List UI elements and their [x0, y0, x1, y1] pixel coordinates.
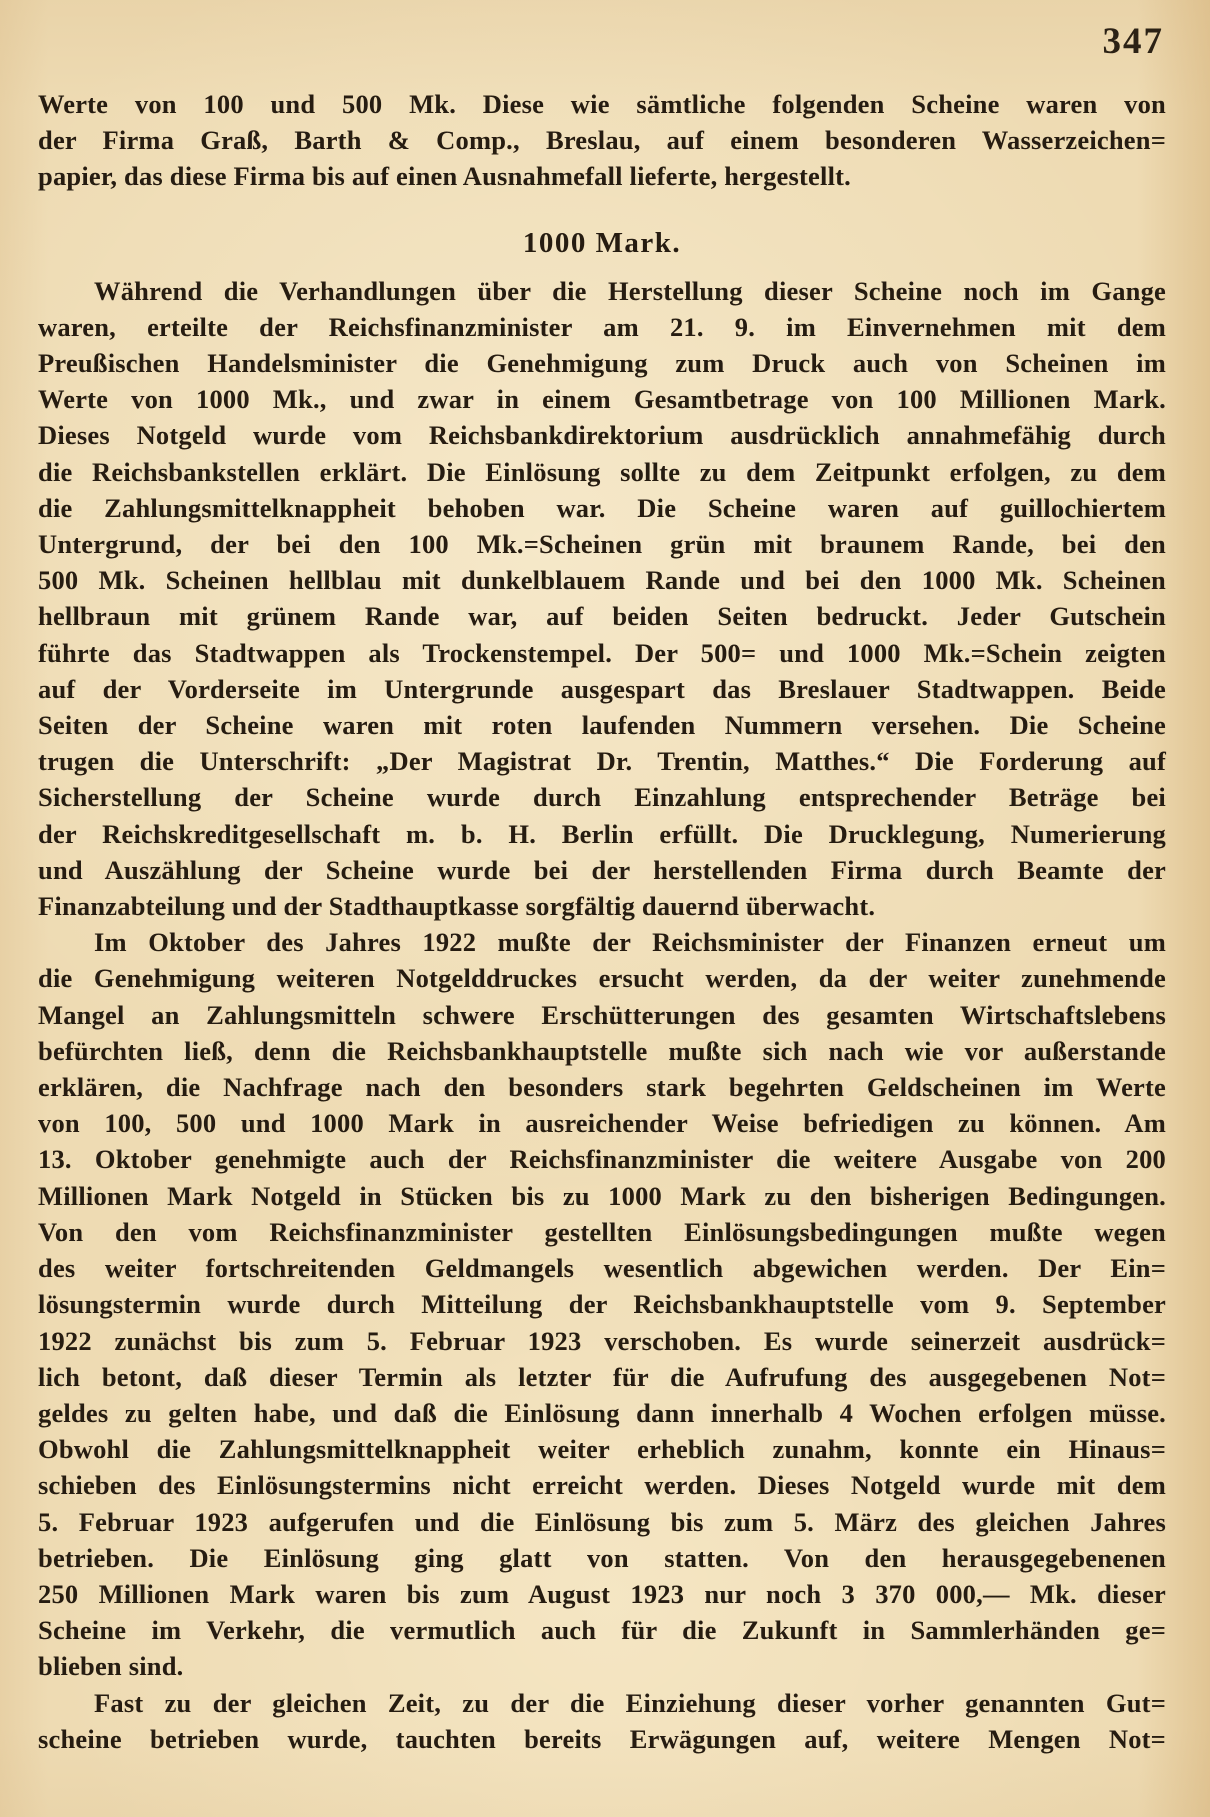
text-line: 250 Millionen Mark waren bis zum August 1923 nur noch 3 370 000,— Mk. dieser	[38, 1578, 1166, 1609]
text-line: und Auszählung der Scheine wurde bei der herstellenden Firma durch Beamte der	[38, 854, 1166, 885]
paragraph-1000-mark-details	[38, 273, 1166, 925]
paragraph-october-1922	[38, 924, 1166, 1684]
text-line: waren, erteilte der Reichsfinanzminister am 21. 9. im Einvernehmen mit dem	[38, 311, 1166, 342]
text-line: die Reichsbankstellen erklärt. Die Einlösung sollte zu dem Zeitpunkt erfolgen, zu dem	[38, 456, 1166, 487]
text-line: der Reichskreditgesellschaft m. b. H. Berlin erfüllt. Die Drucklegung, Numerierung	[38, 818, 1166, 849]
text-line: papier, das diese Firma bis auf einen Ausnahmefall lieferte, hergestellt.	[38, 161, 851, 192]
text-line: führte das Stadtwappen als Trockenstempel. Der 500= und 1000 Mk.=Schein zeigten	[38, 637, 1166, 668]
text-line: scheine betrieben wurde, tauchten bereits Erwägungen auf, weitere Mengen Not=	[38, 1723, 1166, 1754]
text-line: erklären, die Nachfrage nach den besonders stark begehrten Geldscheinen im Werte	[38, 1072, 1166, 1103]
text-line: Untergrund, der bei den 100 Mk.=Scheinen grün mit braunem Rande, bei den	[38, 529, 1166, 560]
paragraph-closing	[38, 1685, 1166, 1757]
text-line: 5. Februar 1923 aufgerufen und die Einlösung bis zum 5. März des gleichen Jahres	[38, 1506, 1166, 1537]
text-line: Preußischen Handelsminister die Genehmigung zum Druck auch von Scheinen im	[38, 348, 1166, 379]
text-line: Im Oktober des Jahres 1922 mußte der Reichsminister der Finanzen erneut um	[94, 927, 1166, 958]
text-line: Werte von 1000 Mk., und zwar in einem Gesamtbetrage von 100 Millionen Mark.	[38, 384, 1166, 415]
text-line: betrieben. Die Einlösung ging glatt von statten. Von den herausgegebenenen	[38, 1542, 1166, 1573]
section-heading: 1000 Mark.	[522, 226, 682, 259]
text-line: blieben sind.	[38, 1651, 184, 1682]
text-line: Millionen Mark Notgeld in Stücken bis zu 1000 Mark zu den bisherigen Bedingungen.	[38, 1180, 1166, 1211]
text-line: Sicherstellung der Scheine wurde durch Einzahlung entsprechender Beträge bei	[38, 782, 1166, 813]
text-line: Finanzabteilung und der Stadthauptkasse sorgfältig dauernd überwacht.	[38, 891, 876, 922]
text-line: 500 Mk. Scheinen hellblau mit dunkelblauem Rande und bei den 1000 Mk. Scheinen	[38, 565, 1166, 596]
text-line: geldes zu gelten habe, und daß die Einlösung dann innerhalb 4 Wochen erfolgen müsse.	[38, 1397, 1166, 1428]
text-line: Während die Verhandlungen über die Herstellung dieser Scheine noch im Gange	[94, 275, 1166, 306]
text-line: Fast zu der gleichen Zeit, zu der die Einziehung dieser vorher genannten Gut=	[94, 1687, 1166, 1718]
text-line: Werte von 100 und 500 Mk. Diese wie sämtliche folgenden Scheine waren von	[38, 89, 1166, 119]
text-line: die Zahlungsmittelknappheit behoben war. Die Scheine waren auf guillochiertem	[38, 492, 1166, 523]
text-line: schieben des Einlösungstermins nicht erreicht werden. Dieses Notgeld wurde mit dem	[38, 1470, 1166, 1501]
paragraph-continuation	[38, 86, 1166, 195]
text-line: lich betont, daß dieser Termin als letzter für die Aufrufung des ausgegebenen Not=	[38, 1361, 1166, 1392]
page-number: 347	[1102, 21, 1164, 62]
text-line: 13. Oktober genehmigte auch der Reichsfinanzminister die weitere Ausgabe von 200	[38, 1144, 1166, 1175]
text-line: Seiten der Scheine waren mit roten laufenden Nummern versehen. Die Scheine	[38, 710, 1166, 741]
text-line: der Firma Graß, Barth & Comp., Breslau, auf einem besonderen Wasserzeichen=	[38, 125, 1166, 156]
text-line: die Genehmigung weiteren Notgelddruckes ersucht werden, da der weiter zunehmende	[38, 963, 1166, 994]
text-line: trugen die Unterschrift: „Der Magistrat Dr. Trentin, Matthes.“ Die Forderung auf	[38, 746, 1166, 777]
text-line: Mangel an Zahlungsmitteln schwere Erschütterungen des gesamten Wirtschaftslebens	[38, 999, 1166, 1030]
text-line: Scheine im Verkehr, die vermutlich auch für die Zukunft in Sammlerhänden ge=	[38, 1615, 1166, 1646]
text-line: Obwohl die Zahlungsmittelknappheit weiter erheblich zunahm, konnte ein Hinaus=	[38, 1434, 1166, 1465]
text-line: auf der Vorderseite im Untergrunde ausgespart das Breslauer Stadtwappen. Beide	[38, 673, 1166, 704]
text-line: befürchten ließ, denn die Reichsbankhauptstelle mußte sich nach wie vor außerstande	[38, 1035, 1166, 1066]
text-line: lösungstermin wurde durch Mitteilung der Reichsbankhauptstelle vom 9. September	[38, 1289, 1166, 1320]
text-line: hellbraun mit grünem Rande war, auf beiden Seiten bedruckt. Jeder Gutschein	[38, 601, 1166, 632]
text-line: Dieses Notgeld wurde vom Reichsbankdirektorium ausdrücklich annahmefähig durch	[38, 420, 1166, 451]
page-text-block	[38, 86, 1166, 1757]
text-line: von 100, 500 und 1000 Mark in ausreichender Weise befriedigen zu können. Am	[38, 1108, 1166, 1139]
text-line: Von den vom Reichsfinanzminister gestellten Einlösungsbedingungen mußte wegen	[38, 1216, 1166, 1247]
text-line: des weiter fortschreitenden Geldmangels wesentlich abgewichen werden. Der Ein=	[38, 1253, 1166, 1284]
text-line: 1922 zunächst bis zum 5. Februar 1923 verschoben. Es wurde seinerzeit ausdrück=	[38, 1325, 1166, 1356]
